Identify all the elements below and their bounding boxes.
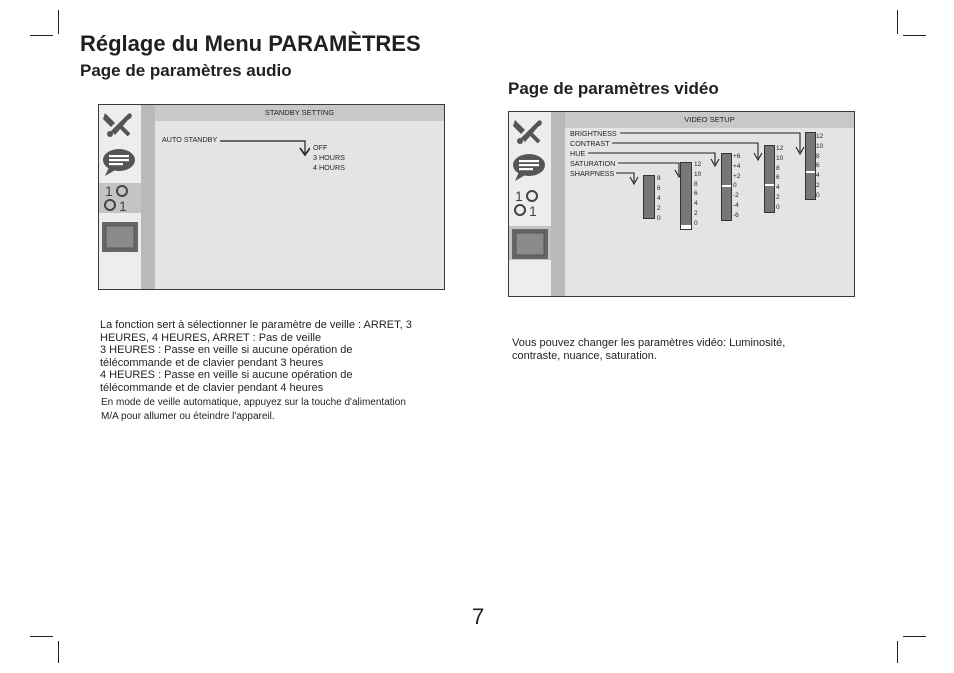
contrast-scale: [776, 144, 783, 213]
scale-value: 2: [776, 193, 780, 201]
text-line: télécommande et de clavier pendant 4 heures: [100, 381, 324, 394]
crop-mark: [58, 641, 59, 663]
text-line: télécommande et de clavier pendant 3 heures: [100, 356, 324, 369]
standby-option-4h[interactable]: 4 HOURS: [313, 163, 345, 172]
svg-text:1: 1: [119, 198, 127, 213]
crop-mark: [30, 35, 53, 36]
binary-digits-icon[interactable]: [103, 183, 137, 213]
audio-note: [101, 396, 471, 423]
monitor-icon[interactable]: [101, 221, 139, 253]
tools-icon[interactable]: [101, 109, 135, 139]
scale-value: 8: [776, 164, 780, 172]
video-setup-screen: [508, 111, 855, 297]
hue-scale: [733, 152, 740, 221]
contrast-slider[interactable]: [764, 145, 775, 213]
audio-side-strip: [141, 105, 155, 289]
scale-value: 4: [776, 184, 780, 192]
text-line: M/A pour allumer ou éteindre l'appareil.: [101, 410, 275, 422]
auto-standby-label[interactable]: AUTO STANDBY: [162, 135, 218, 144]
svg-text:1: 1: [515, 188, 523, 204]
scale-value: 10: [776, 154, 784, 162]
video-screen-header: VIDEO SETUP: [565, 112, 854, 128]
speech-bubble-icon[interactable]: [101, 147, 137, 177]
svg-text:1: 1: [105, 183, 113, 199]
crop-mark: [897, 641, 898, 663]
scale-value: -6: [733, 211, 739, 219]
saturation-scale: [694, 160, 701, 229]
sharpness-scale: [657, 174, 661, 224]
crop-mark: [903, 636, 926, 637]
svg-text:1: 1: [529, 203, 537, 218]
video-description: [512, 337, 852, 362]
scale-value: 0: [733, 182, 737, 190]
page-number: 7: [472, 604, 485, 629]
standby-option-off[interactable]: OFF: [313, 143, 328, 152]
brightness-label[interactable]: BRIGHTNESS: [570, 129, 617, 138]
scale-value: 4: [816, 172, 820, 180]
sharpness-slider[interactable]: [643, 175, 655, 219]
scale-value: 0: [816, 191, 820, 199]
audio-heading: Page de paramètres audio: [80, 61, 292, 80]
scale-value: 6: [657, 185, 661, 192]
auto-standby-arrow: [220, 138, 310, 158]
text-line: Vous pouvez changer les paramètres vidéo: Luminosité,: [512, 337, 786, 349]
audio-description: [100, 319, 460, 395]
scale-value: +2: [733, 172, 741, 180]
scale-value: 12: [694, 161, 702, 168]
scale-value: 2: [694, 209, 698, 217]
contrast-label[interactable]: CONTRAST: [570, 139, 610, 148]
scale-value: 0: [776, 203, 780, 211]
standby-option-3h[interactable]: 3 HOURS: [313, 153, 345, 162]
scale-value: 6: [694, 190, 698, 198]
scale-value: 10: [816, 142, 824, 150]
scale-value: 12: [776, 145, 784, 152]
brightness-slider[interactable]: [805, 132, 816, 200]
scale-value: +4: [733, 162, 741, 170]
scale-value: 0: [657, 215, 661, 222]
audio-setup-screen: [98, 104, 445, 290]
scale-value: -2: [733, 192, 739, 200]
saturation-label[interactable]: SATURATION: [570, 159, 616, 168]
scale-value: -4: [733, 201, 739, 209]
text-line: 3 HEURES : Passe en veille si aucune opération de: [100, 344, 353, 357]
scale-value: 4: [694, 200, 698, 208]
text-line: HEURES, 4 HEURES, ARRET : Pas de veille: [100, 331, 322, 344]
crop-mark: [903, 35, 926, 36]
text-line: En mode de veille automatique, appuyez sur la touche d'alimentation: [101, 397, 406, 408]
video-heading: Page de paramètres vidéo: [508, 79, 719, 98]
scale-value: 10: [694, 170, 702, 178]
hue-label[interactable]: HUE: [570, 149, 586, 158]
scale-value: 8: [694, 180, 698, 188]
page-title: Réglage du Menu PARAMÈTRES: [80, 31, 421, 56]
scale-value: 8: [657, 175, 661, 182]
scale-value: 4: [657, 195, 661, 202]
scale-value: 2: [816, 181, 820, 189]
scale-value: 6: [776, 174, 780, 182]
audio-screen-header: STANDBY SETTING: [155, 105, 444, 121]
brightness-scale: [816, 132, 823, 201]
scale-value: 2: [657, 205, 661, 212]
scale-value: 12: [816, 133, 824, 140]
crop-mark: [58, 10, 59, 34]
scale-value: +6: [733, 153, 741, 160]
saturation-slider[interactable]: [680, 162, 692, 230]
scale-value: 6: [816, 162, 820, 170]
scale-value: 8: [816, 152, 820, 160]
hue-slider[interactable]: [721, 153, 732, 221]
text-line: 4 HEURES : Passe en veille si aucune opération de: [100, 369, 353, 382]
crop-mark: [30, 636, 53, 637]
crop-mark: [897, 10, 898, 34]
text-line: La fonction sert à sélectionner le paramètre de veille : ARRET, 3: [100, 319, 412, 331]
text-line: contraste, nuance, saturation.: [512, 349, 657, 362]
sharpness-label[interactable]: SHARPNESS: [570, 169, 615, 178]
scale-value: 0: [694, 219, 698, 227]
